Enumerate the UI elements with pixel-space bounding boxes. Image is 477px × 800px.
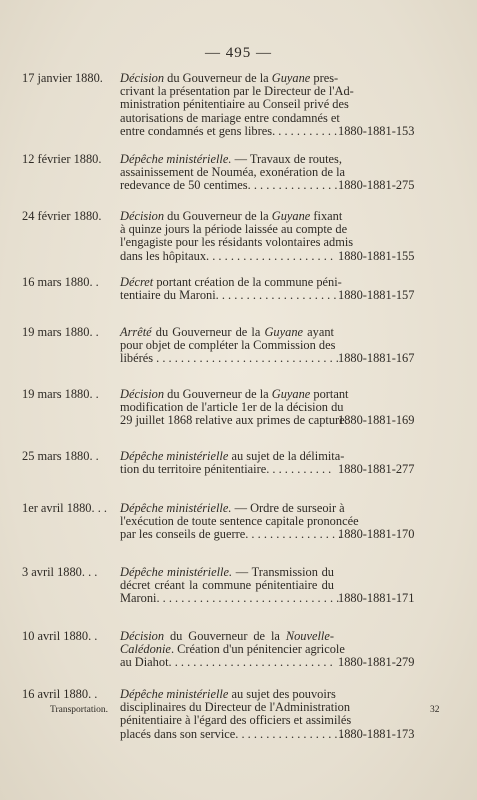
- entry-italic-place: Guyane: [271, 71, 311, 85]
- entry-italic-term: Dépêche ministérielle.: [120, 501, 232, 515]
- entry-line: placés dans son service. . . . . . . . . . . . . . . . . .: [120, 726, 344, 741]
- entry-line: l'engagiste pour les résidants volontaires admis: [120, 235, 354, 250]
- page-number: — 495 —: [205, 45, 272, 61]
- entry-italic-term: Dépêche ministérielle.: [120, 152, 232, 166]
- entry-date: 19 mars 1880. .: [22, 325, 99, 339]
- entry-line: libérés . . . . . . . . . . . . . . . . . . . . . . . . . . . . . .: [120, 351, 339, 366]
- entry-line: par les conseils de guerre. . . . . . . . . . . . . . . .: [120, 527, 342, 542]
- entry-italic-place: Guyane: [271, 209, 311, 223]
- entry-italic-term: Décision: [120, 71, 165, 85]
- entry-line: Décret portant création de la commune péni-: [120, 275, 342, 289]
- entry-line: pénitentiaire à l'égard des officiers et assimilés: [120, 713, 352, 728]
- entry-line: 29 juillet 1868 relative aux primes de capture.: [120, 413, 348, 428]
- entry-text: [120, 152, 346, 193]
- entry-line: crivant la présentation par le Directeur de l'Ad-: [120, 84, 354, 99]
- entry-reference: 1880-1881-157: [338, 288, 415, 303]
- entry-line: disciplinaires du Directeur de l'Administration: [120, 700, 351, 715]
- entry-line: Dépêche ministérielle. — Ordre de surseoir à: [120, 501, 345, 515]
- entry-date: 16 avril 1880. .: [22, 687, 98, 701]
- entry-date: 1er avril 1880. . .: [22, 501, 107, 515]
- entry-date: 12 février 1880.: [22, 152, 102, 166]
- entry-line: Dépêche ministérielle au sujet des pouvoirs: [120, 687, 336, 701]
- entry-line: pour objet de compléter la Commission des: [120, 338, 336, 353]
- entry-line: Calédonie. Création d'un pénitencier agricole: [120, 642, 345, 657]
- entry-italic-place: Guyane: [271, 387, 311, 401]
- entry-reference: 1880-1881-155: [338, 248, 415, 263]
- entry-italic-term: Arrêté: [120, 325, 152, 339]
- entry-italic-term: Dépêche ministérielle.: [120, 565, 233, 579]
- entry-line: Décision du Gouverneur de la Guyane pres-: [120, 71, 339, 85]
- entry-text: [120, 325, 339, 366]
- entry-text: [120, 687, 352, 741]
- entry-line: ministration pénitentiaire au Conseil privé des: [120, 97, 349, 112]
- entry-text: [120, 387, 349, 428]
- entry-italic-term: Dépêche ministérielle: [120, 687, 229, 701]
- entry-date: 17 janvier 1880.: [22, 71, 103, 85]
- entry-line: Décision du Gouverneur de la Guyane portant: [120, 387, 349, 401]
- footer-section-title: Transportation.: [50, 705, 108, 715]
- entry-italic-place: Nouvelle-: [285, 629, 334, 643]
- entry-text: [120, 71, 354, 138]
- entry-italic-term: Dépêche ministérielle: [120, 449, 229, 463]
- entry-reference: 1880-1881-173: [338, 726, 415, 741]
- entry-line: modification de l'article 1er de la décision du: [120, 400, 344, 415]
- entry-date: 10 avril 1880. .: [22, 629, 98, 643]
- entry-line: assainissement de Nouméa, exonération de la: [120, 165, 346, 180]
- entry-line: Arrêté du Gouverneur de la Guyane ayant: [120, 325, 334, 339]
- entry-date: 24 février 1880.: [22, 209, 102, 223]
- entry-italic-place: Guyane: [264, 325, 304, 339]
- entry-line: redevance de 50 centimes. . . . . . . . . . . . . . .: [120, 178, 338, 193]
- entry-text: [120, 209, 354, 263]
- entry-text: [120, 275, 342, 303]
- entry-italic-term: Décision: [120, 209, 165, 223]
- entry-reference: 1880-1881-153: [338, 123, 415, 138]
- entry-reference: 1880-1881-279: [338, 655, 415, 670]
- entry-reference: 1880-1881-275: [338, 178, 415, 193]
- entry-line: Dépêche ministérielle au sujet de la délimita-: [120, 449, 345, 463]
- entry-date: 19 mars 1880. .: [22, 387, 99, 401]
- entry-line: décret créant la commune pénitentiaire du: [120, 578, 334, 593]
- entry-line: à quinze jours la période laissée au compte de: [120, 222, 348, 237]
- entry-reference: 1880-1881-171: [338, 591, 415, 606]
- entry-line: entre condamnés et gens libres. . . . . . . . . . .: [120, 123, 338, 138]
- entry-line: Décision du Gouverneur de la Nouvelle-: [120, 629, 334, 643]
- entry-italic-term: Décret: [120, 275, 154, 289]
- entry-line: tentiaire du Maroni. . . . . . . . . . . . . . . . . . . .: [120, 288, 337, 303]
- entry-reference: 1880-1881-277: [338, 462, 415, 477]
- entry-reference: 1880-1881-169: [338, 413, 415, 428]
- entry-date: 16 mars 1880. .: [22, 275, 99, 289]
- entry-date: 3 avril 1880. . .: [22, 565, 98, 579]
- entry-line: Maroni. . . . . . . . . . . . . . . . . . . . . . . . . . . . . .: [120, 591, 340, 606]
- entry-line: tion du territoire pénitentiaire. . . . . . . . . . .: [120, 462, 332, 477]
- entry-italic-term: Décision: [120, 387, 165, 401]
- entry-text: [120, 629, 345, 670]
- entry-reference: 1880-1881-170: [338, 527, 415, 542]
- entry-text: [120, 565, 340, 606]
- footer-signature-mark: 32: [430, 705, 440, 715]
- entry-text: [120, 501, 359, 542]
- entry-line: dans les hôpitaux. . . . . . . . . . . . . . . . . . . . .: [120, 248, 334, 263]
- entry-line: autorisations de mariage entre condamnés et: [120, 110, 340, 125]
- entry-date: 25 mars 1880. .: [22, 449, 99, 463]
- entry-reference: 1880-1881-167: [338, 351, 415, 366]
- entry-line: Décision du Gouverneur de la Guyane fixant: [120, 209, 343, 223]
- entry-line: Dépêche ministérielle. — Travaux de routes,: [120, 152, 342, 166]
- entry-line: l'exécution de toute sentence capitale prononcée: [120, 514, 359, 529]
- entry-text: [120, 449, 345, 477]
- entry-line: au Diahot. . . . . . . . . . . . . . . . . . . . . . . . . . .: [120, 655, 333, 670]
- entry-italic-term: Décision: [120, 629, 165, 643]
- entry-italic-term: Calédonie: [120, 642, 171, 657]
- entry-line: Dépêche ministérielle. — Transmission du: [120, 565, 334, 579]
